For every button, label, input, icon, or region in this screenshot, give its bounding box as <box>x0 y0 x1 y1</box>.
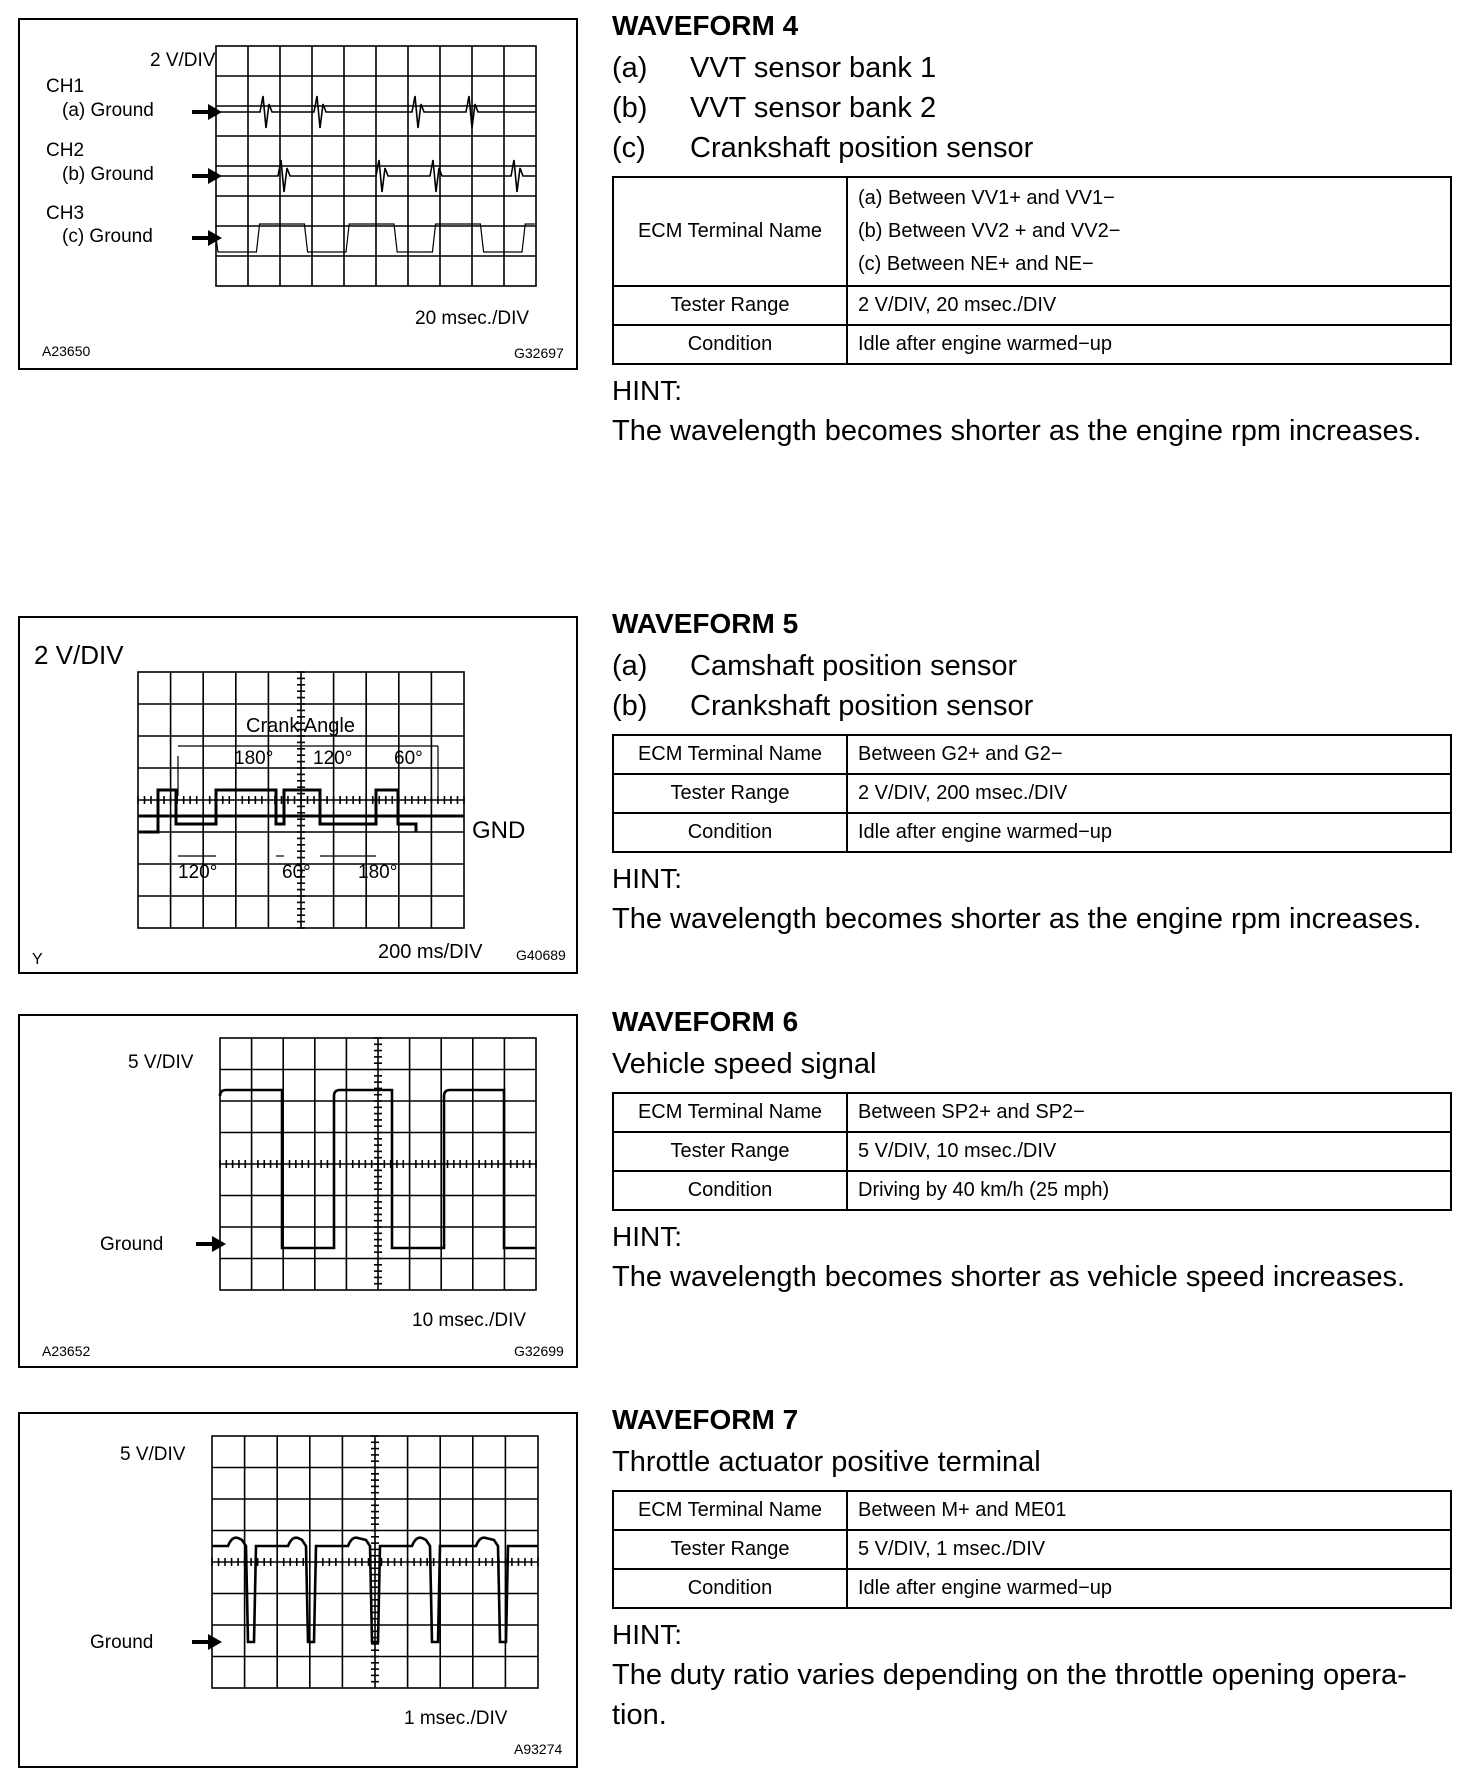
list-item: (b) VVT sensor bank 2 <box>612 92 937 124</box>
table-value: 2 V/DIV, 20 msec./DIV <box>847 286 1451 325</box>
waveform5-oscilloscope <box>20 618 576 972</box>
table-key: Tester Range <box>613 1530 847 1569</box>
waveform4-figure <box>18 18 578 370</box>
table-row <box>613 1132 1451 1171</box>
w5-code-right: G40689 <box>516 947 566 963</box>
table-key: ECM Terminal Name <box>613 735 847 774</box>
waveform6-spec-table <box>612 1092 1452 1211</box>
hint-text: The wavelength becomes shorter as the engine rpm increases. <box>612 903 1422 935</box>
w5-vdiv: 2 V/DIV <box>34 640 124 670</box>
waveform4-oscilloscope <box>20 20 576 368</box>
hint-label: HINT: <box>612 863 682 894</box>
waveform5-spec-table <box>612 734 1452 853</box>
table-key: ECM Terminal Name <box>613 177 847 286</box>
w4-ch1-ground: (a) Ground <box>62 100 154 121</box>
table-row <box>613 286 1451 325</box>
hint-text-line-1: The duty ratio varies depending on the throttle opening opera- <box>612 1659 1407 1691</box>
table-value: (a) Between VV1+ and VV1− (b) Between VV2 + and VV2− (c) Between NE+ and NE− <box>847 177 1451 286</box>
table-row <box>613 1093 1451 1132</box>
w5-crank-angle: Crank Angle <box>246 715 355 737</box>
hint-text: The wavelength becomes shorter as the engine rpm increases. <box>612 415 1422 447</box>
waveform7-section <box>612 1404 1452 1735</box>
waveform6-subtitle: Vehicle speed signal <box>612 1048 877 1080</box>
w6-tdiv: 10 msec./DIV <box>412 1310 527 1331</box>
w4-tdiv: 20 msec./DIV <box>415 308 530 329</box>
table-key: ECM Terminal Name <box>613 1491 847 1530</box>
table-value: Between SP2+ and SP2− <box>847 1093 1451 1132</box>
w5-gnd: GND <box>472 817 526 844</box>
table-row <box>613 1491 1451 1530</box>
w5-angle-120-bottom: 120° <box>178 862 218 883</box>
w5-angle-180-top: 180° <box>234 748 274 769</box>
w7-code-right: A93274 <box>514 1741 563 1757</box>
waveform4-section <box>612 10 1452 451</box>
w4-ch3: CH3 <box>46 203 85 224</box>
hint-label: HINT: <box>612 1221 682 1252</box>
table-row <box>613 325 1451 364</box>
table-value: Idle after engine warmed−up <box>847 813 1451 852</box>
waveform5-figure <box>18 616 578 974</box>
w5-angle-180-bottom: 180° <box>358 862 398 883</box>
w4-code-left: A23650 <box>42 343 91 359</box>
table-key: ECM Terminal Name <box>613 1093 847 1132</box>
table-key: Condition <box>613 813 847 852</box>
waveform7-oscilloscope <box>20 1414 576 1766</box>
table-row <box>613 177 1451 286</box>
w4-code-right: G32697 <box>514 345 564 361</box>
waveform7-spec-table <box>612 1490 1452 1609</box>
list-item: (c) Crankshaft position sensor <box>612 132 1034 164</box>
table-row <box>613 774 1451 813</box>
table-row <box>613 1530 1451 1569</box>
waveform7-subtitle: Throttle actuator positive terminal <box>612 1446 1041 1478</box>
table-row <box>613 1569 1451 1608</box>
w4-ch1: CH1 <box>46 76 85 97</box>
w6-code-right: G32699 <box>514 1343 564 1359</box>
waveform6-title: WAVEFORM 6 <box>612 1006 799 1037</box>
w5-angle-60-top: 60° <box>394 748 423 769</box>
w5-angle-60-bottom: 60° <box>282 862 311 883</box>
table-value: Between G2+ and G2− <box>847 735 1451 774</box>
table-key: Condition <box>613 325 847 364</box>
w4-vdiv: 2 V/DIV <box>150 50 216 71</box>
list-item: (a) Camshaft position sensor <box>612 650 1018 682</box>
table-key: Tester Range <box>613 286 847 325</box>
arrow-right-icon <box>192 230 222 246</box>
arrow-right-icon <box>192 1634 222 1650</box>
table-value: Idle after engine warmed−up <box>847 325 1451 364</box>
table-row <box>613 1171 1451 1210</box>
w6-vdiv: 5 V/DIV <box>128 1052 194 1073</box>
list-item: (b) Crankshaft position sensor <box>612 690 1034 722</box>
w4-ch2: CH2 <box>46 140 85 161</box>
table-row <box>613 813 1451 852</box>
hint-text: The wavelength becomes shorter as vehicle speed increases. <box>612 1261 1406 1293</box>
hint-label: HINT: <box>612 1619 682 1650</box>
waveform5-title: WAVEFORM 5 <box>612 608 799 639</box>
table-key: Tester Range <box>613 1132 847 1171</box>
table-key: Condition <box>613 1171 847 1210</box>
w5-tdiv: 200 ms/DIV <box>378 941 483 963</box>
table-value: 2 V/DIV, 200 msec./DIV <box>847 774 1451 813</box>
waveform6-figure <box>18 1014 578 1368</box>
w5-code-left: Y <box>32 951 43 968</box>
w4-ch3-ground: (c) Ground <box>62 226 153 247</box>
table-value: Between M+ and ME01 <box>847 1491 1451 1530</box>
w7-ground: Ground <box>90 1632 154 1653</box>
waveform4-spec-table <box>612 176 1452 365</box>
list-item: (a) VVT sensor bank 1 <box>612 52 937 84</box>
table-key: Tester Range <box>613 774 847 813</box>
arrow-right-icon <box>196 1236 226 1252</box>
w7-vdiv: 5 V/DIV <box>120 1444 186 1465</box>
waveform6-section <box>612 1006 1452 1297</box>
table-key: Condition <box>613 1569 847 1608</box>
table-value: Driving by 40 km/h (25 mph) <box>847 1171 1451 1210</box>
w6-ground: Ground <box>100 1234 164 1255</box>
waveform4-title: WAVEFORM 4 <box>612 10 799 41</box>
waveform7-figure <box>18 1412 578 1768</box>
table-value: Idle after engine warmed−up <box>847 1569 1451 1608</box>
w4-ch2-ground: (b) Ground <box>62 164 154 185</box>
waveform5-section <box>612 608 1452 939</box>
w5-angle-120-top: 120° <box>313 748 353 769</box>
w6-code-left: A23652 <box>42 1343 91 1359</box>
w7-tdiv: 1 msec./DIV <box>404 1708 508 1729</box>
waveform6-oscilloscope <box>20 1016 576 1366</box>
waveform7-title: WAVEFORM 7 <box>612 1404 799 1435</box>
hint-label: HINT: <box>612 375 682 406</box>
hint-text-line-2: tion. <box>612 1699 667 1731</box>
table-value: 5 V/DIV, 1 msec./DIV <box>847 1530 1451 1569</box>
table-value: 5 V/DIV, 10 msec./DIV <box>847 1132 1451 1171</box>
crank-signal-trace <box>138 790 416 832</box>
table-row <box>613 735 1451 774</box>
